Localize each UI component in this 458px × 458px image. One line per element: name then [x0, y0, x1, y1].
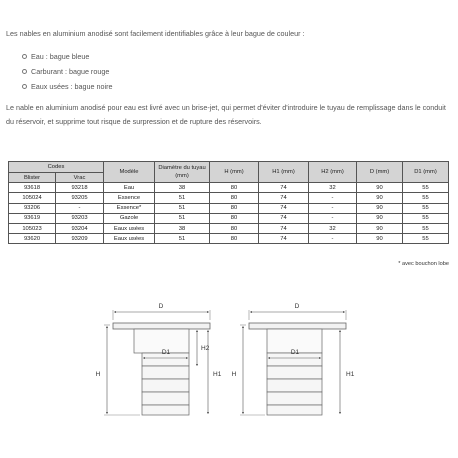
modele-cell: Essence: [104, 193, 155, 203]
list-item: Eau : bague bleue: [22, 52, 113, 67]
diametre-cell: 51: [155, 213, 210, 223]
modele-cell: Gazole: [104, 213, 155, 223]
modele-cell: Eau: [104, 183, 155, 193]
d1-header: D1 (mm): [403, 162, 449, 183]
h1-cell: 74: [259, 223, 309, 233]
d-header: D (mm): [357, 162, 403, 183]
intro-text: Les nables en aluminium anodisé sont facilement identifiables grâce à leur bague de couleur :: [6, 29, 305, 38]
blister-header: Blister: [9, 173, 56, 183]
modele-cell: Eaux usées: [104, 223, 155, 233]
flange: [113, 323, 210, 329]
h2-header: H2 (mm): [309, 162, 357, 183]
d1-cell: 55: [403, 213, 449, 223]
threaded-body: [267, 353, 322, 415]
h2-cell: 32: [309, 183, 357, 193]
diametre-cell: 38: [155, 223, 210, 233]
d-cell: 90: [357, 223, 403, 233]
modele-cell: Eaux usées: [104, 234, 155, 244]
list-item: Carburant : bague rouge: [22, 67, 113, 82]
blister-cell: 105024: [9, 193, 56, 203]
h-label: H: [231, 371, 237, 378]
description-paragraph: Le nable en aluminium anodisé pour eau est livré avec un brise-jet, qui permet d'éviter d'introduire le tuyau de remplissage dans le conduit du réservoir, et supprime tout risque de surpression et de rupture des réservoirs.: [6, 103, 446, 126]
h2-cell: 32: [309, 223, 357, 233]
table-row: [9, 213, 449, 223]
h1-cell: 74: [259, 213, 309, 223]
modele-header: Modèle: [104, 162, 155, 183]
diametre-cell: 51: [155, 193, 210, 203]
vrac-cell: 93218: [56, 183, 104, 193]
blister-cell: 93619: [9, 213, 56, 223]
d-cell: 90: [357, 183, 403, 193]
bullet-circle-icon: [22, 69, 27, 74]
color-ring-list: [22, 52, 113, 97]
blister-cell: 93206: [9, 203, 56, 213]
vrac-cell: 93209: [56, 234, 104, 244]
h-cell: 80: [210, 213, 259, 223]
h-cell: 80: [210, 203, 259, 213]
h-cell: 80: [210, 223, 259, 233]
bullet-circle-icon: [22, 54, 27, 59]
h1-label: H1: [346, 371, 355, 378]
h-cell: 80: [210, 183, 259, 193]
h1-cell: 74: [259, 234, 309, 244]
vrac-cell: -: [56, 203, 104, 213]
blister-cell: 93618: [9, 183, 56, 193]
bullet-circle-icon: [22, 84, 27, 89]
table-row: [9, 223, 449, 233]
vrac-cell: 93203: [56, 213, 104, 223]
flange: [249, 323, 346, 329]
h1-cell: 74: [259, 193, 309, 203]
d-cell: 90: [357, 234, 403, 244]
h1-cell: 74: [259, 203, 309, 213]
h-label: H: [95, 371, 101, 378]
modele-cell: Essence*: [104, 203, 155, 213]
d1-cell: 55: [403, 234, 449, 244]
h2-label: H2: [201, 345, 210, 352]
d-cell: 90: [357, 193, 403, 203]
vrac-cell: 93205: [56, 193, 104, 203]
h1-label: H1: [213, 371, 222, 378]
d1-cell: 55: [403, 223, 449, 233]
diametre-header: Diamètre du tuyau (mm): [155, 162, 210, 183]
h-header: H (mm): [210, 162, 259, 183]
specifications-table: [8, 161, 449, 244]
codes-header: Codes: [9, 162, 104, 173]
h2-cell: -: [309, 213, 357, 223]
vrac-cell: 93204: [56, 223, 104, 233]
h1-cell: 74: [259, 183, 309, 193]
d1-label: D1: [161, 349, 171, 356]
table-row: [9, 203, 449, 213]
table-row: [9, 193, 449, 203]
h2-cell: -: [309, 203, 357, 213]
d1-label: D1: [290, 349, 300, 356]
table-row: [9, 183, 449, 193]
d-label: D: [294, 303, 300, 310]
h2-cell: -: [309, 193, 357, 203]
threaded-body: [142, 353, 189, 415]
diametre-cell: 51: [155, 234, 210, 244]
dimension-drawings: [0, 290, 458, 458]
d-cell: 90: [357, 203, 403, 213]
drawing-left: [96, 303, 222, 415]
d-label: D: [158, 303, 164, 310]
diametre-cell: 51: [155, 203, 210, 213]
d1-cell: 55: [403, 183, 449, 193]
list-item: Eaux usées : bague noire: [22, 82, 113, 97]
drawing-right: [232, 303, 355, 415]
blister-cell: 105023: [9, 223, 56, 233]
vrac-header: Vrac: [56, 173, 104, 183]
blister-cell: 93620: [9, 234, 56, 244]
footnote: * avec bouchon lobe: [398, 261, 449, 267]
d1-cell: 55: [403, 203, 449, 213]
h1-header: H1 (mm): [259, 162, 309, 183]
h-cell: 80: [210, 193, 259, 203]
h-cell: 80: [210, 234, 259, 244]
d-cell: 90: [357, 213, 403, 223]
table-row: [9, 234, 449, 244]
d1-cell: 55: [403, 193, 449, 203]
h2-cell: -: [309, 234, 357, 244]
diametre-cell: 38: [155, 183, 210, 193]
